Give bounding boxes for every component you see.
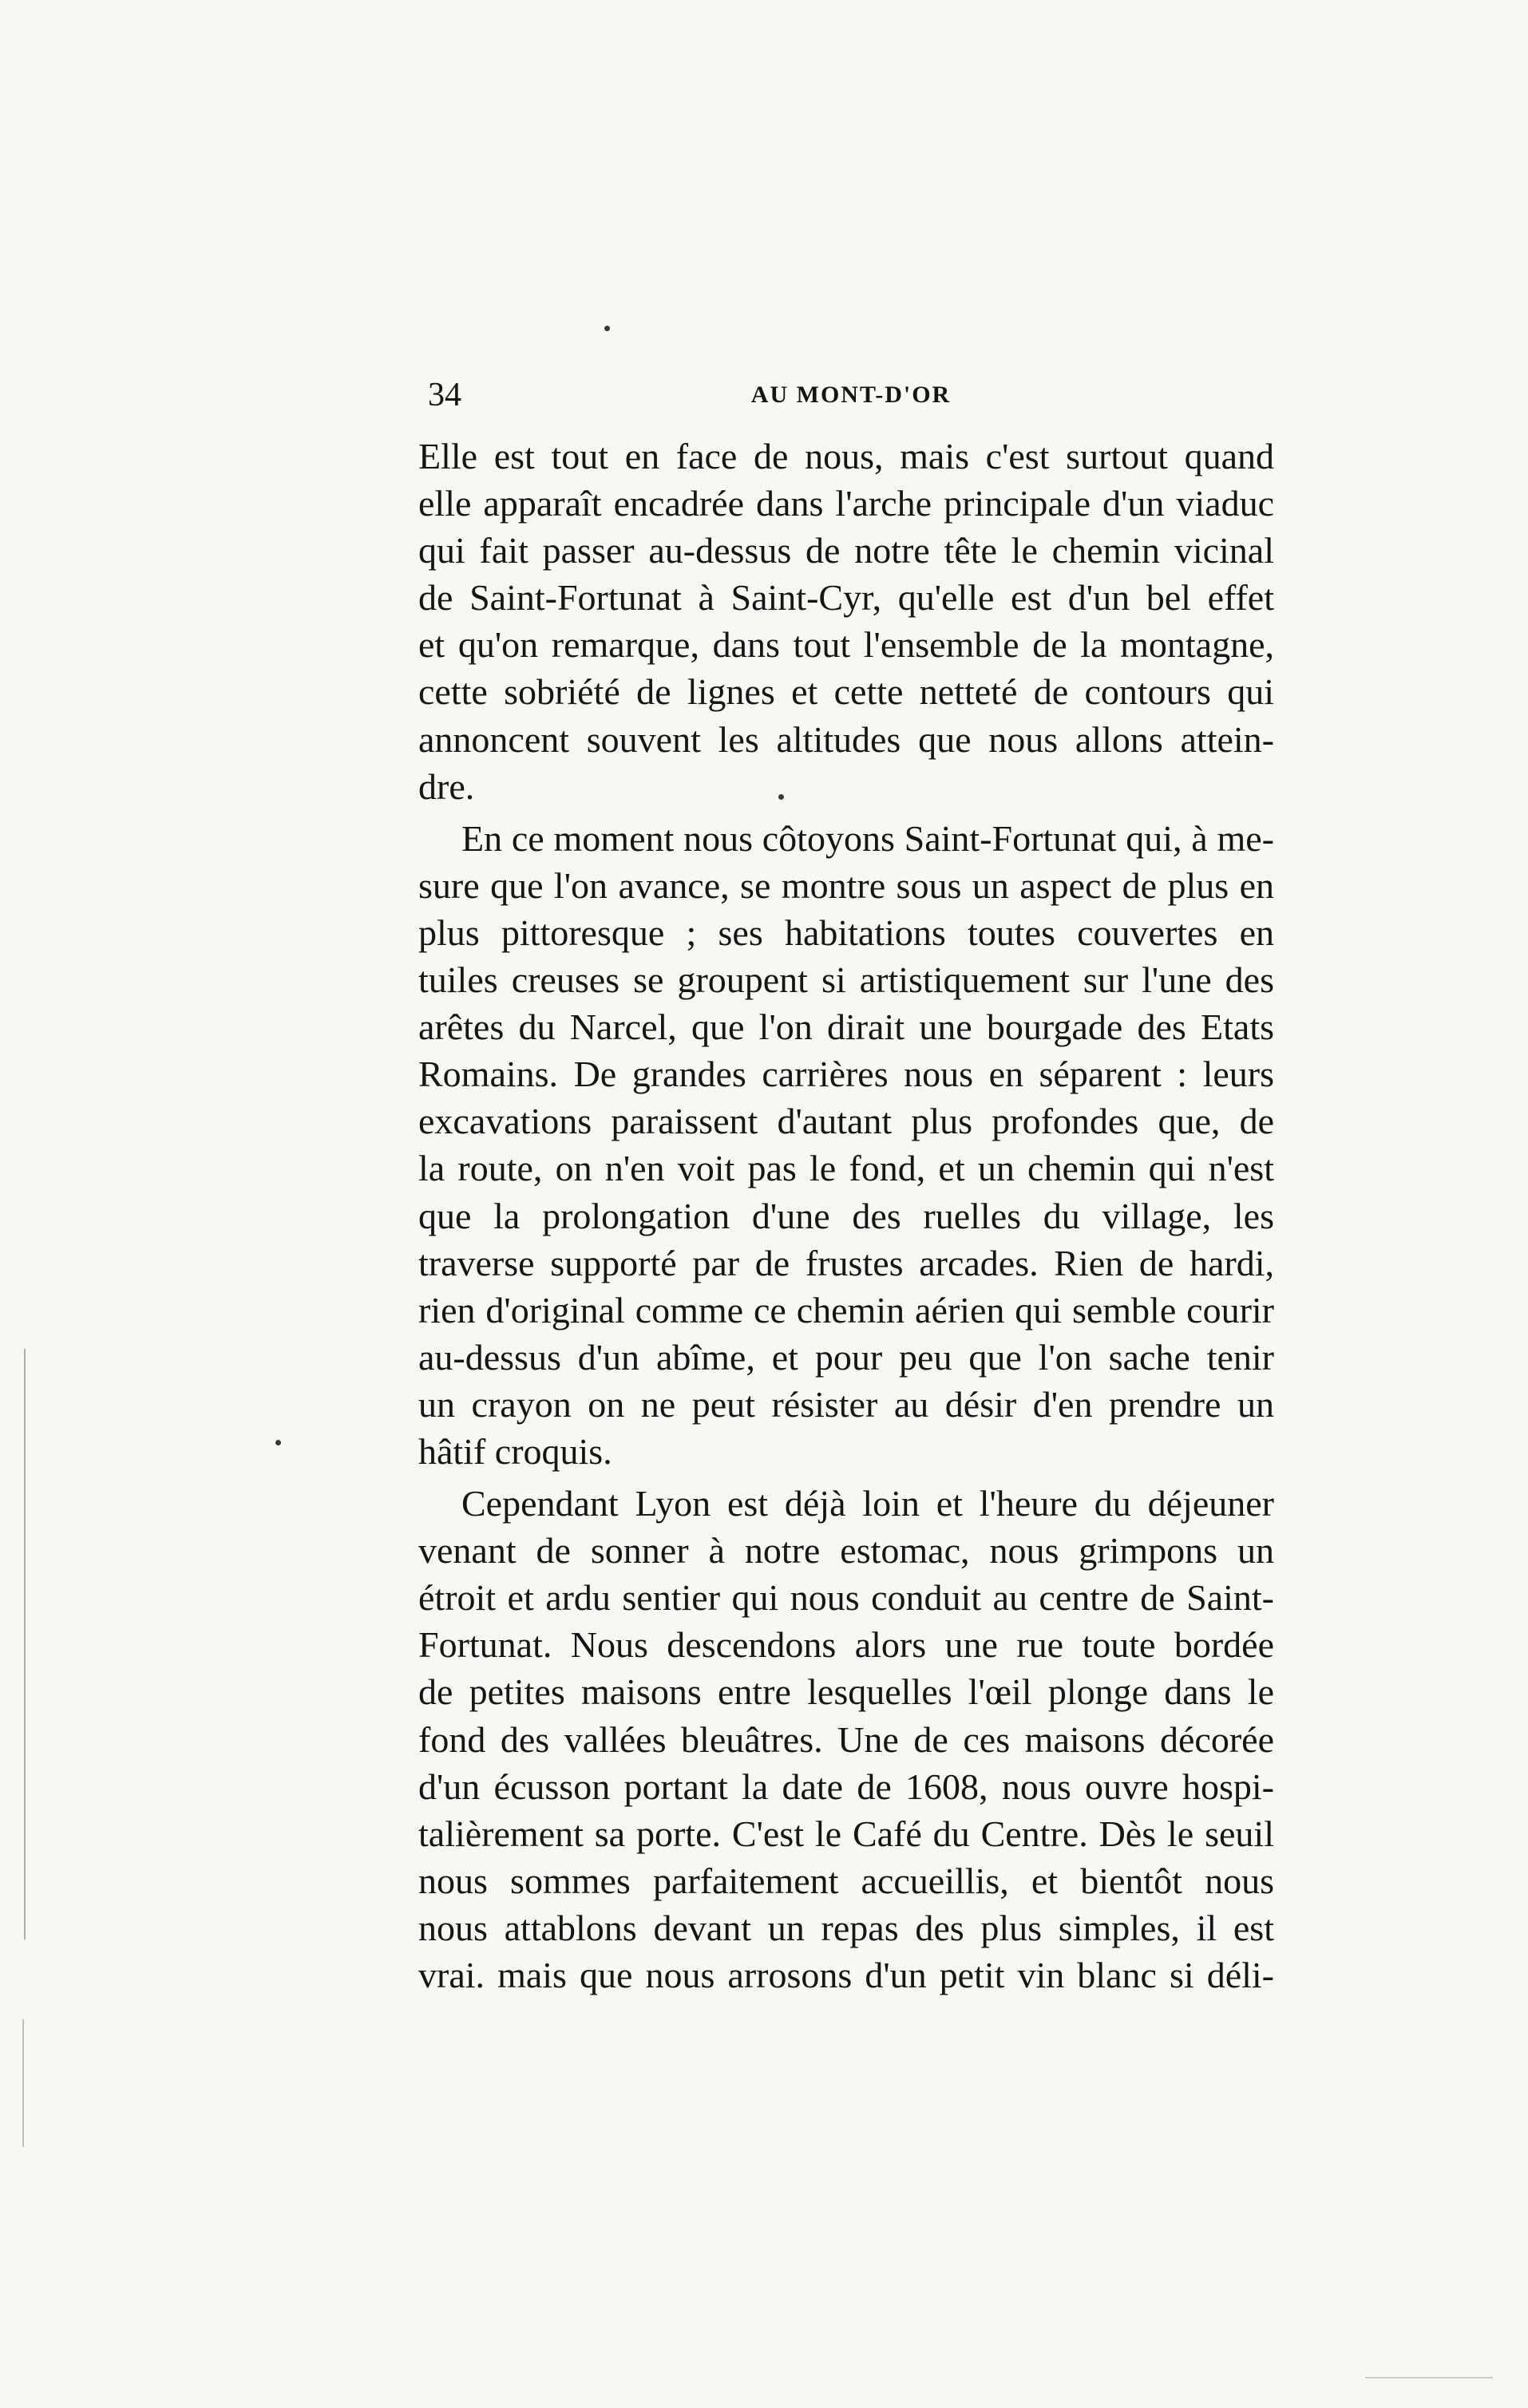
text-line: En ce moment nous côtoyons Saint-Fortunat qui, à me-: [461, 817, 1274, 859]
text-line: plus pittoresque ; ses habitations toutes couvertes en: [418, 911, 1274, 953]
text-line: elle apparaît encadrée dans l'arche principale d'un viaduc: [418, 483, 1274, 524]
text-line: hâtif croquis.: [418, 1430, 612, 1472]
text-line: qui fait passer au-dessus de notre tête le chemin vicinal: [418, 530, 1274, 571]
text-line: un crayon on ne peut résister au désir d'en prendre un: [418, 1383, 1274, 1425]
text-line: fond des vallées bleuâtres. Une de ces maisons décorée: [418, 1718, 1274, 1760]
text-line: nous attablons devant un repas des plus simples, il est: [418, 1907, 1274, 1948]
text-line: sure que l'on avance, se montre sous un aspect de plus en: [418, 864, 1274, 906]
text-line: dre.: [418, 765, 475, 807]
body-text: [418, 433, 1274, 1999]
scan-speck: [778, 794, 784, 800]
text-line: rien d'original comme ce chemin aérien qui semble courir: [418, 1289, 1274, 1331]
text-line: vrai. mais que nous arrosons d'un petit vin blanc si déli-: [418, 1955, 1274, 1995]
page-number: 34: [428, 377, 461, 413]
text-line: de Saint-Fortunat à Saint-Cyr, qu'elle est d'un bel effet: [418, 577, 1274, 619]
scan-edge-mark: [1365, 2377, 1493, 2378]
text-line: au-dessus d'un abîme, et pour peu que l'on sache tenir: [418, 1336, 1274, 1378]
scan-speck: [604, 326, 610, 331]
text-line: d'un écusson portant la date de 1608, nous ouvre hospi-: [418, 1765, 1274, 1807]
scan-edge-mark: [24, 1349, 26, 1939]
scan-edge-mark: [22, 2019, 24, 2147]
text-line: Cependant Lyon est déjà loin et l'heure du déjeuner: [461, 1483, 1274, 1524]
text-line: Romains. De grandes carrières nous en séparent : leurs: [418, 1054, 1274, 1095]
paragraph-3: [418, 1480, 1274, 1999]
text-line: excavations paraissent d'autant plus profondes que, de: [418, 1101, 1274, 1142]
paragraph-1: [418, 433, 1274, 810]
scan-speck: [275, 1440, 281, 1445]
text-line: Elle est tout en face de nous, mais c'est surtout quand: [418, 436, 1274, 476]
text-line: tuiles creuses se groupent si artistiquement sur l'une des: [418, 959, 1274, 1001]
text-line: annoncent souvent les altitudes que nous allons attein-: [418, 718, 1274, 760]
text-line: Fortunat. Nous descendons alors une rue toute bordée: [418, 1624, 1274, 1666]
text-line: venant de sonner à notre estomac, nous grimpons un: [418, 1530, 1274, 1572]
text-line: traverse supporté par de frustes arcades. Rien de hardi,: [418, 1242, 1274, 1283]
running-head: AU MONT-D'OR: [750, 382, 952, 408]
text-line: que la prolongation d'une des ruelles du village, les: [418, 1195, 1274, 1236]
text-line: talièrement sa porte. C'est le Café du Centre. Dès le seuil: [418, 1813, 1274, 1854]
text-line: la route, on n'en voit pas le fond, et un chemin qui n'est: [418, 1148, 1274, 1189]
text-line: cette sobriété de lignes et cette netteté de contours qui: [418, 671, 1274, 713]
text-line: de petites maisons entre lesquelles l'œil plonge dans le: [418, 1671, 1274, 1713]
text-line: étroit et ardu sentier qui nous conduit au centre de Saint-: [418, 1577, 1274, 1619]
page-header: [428, 375, 1274, 423]
text-line: nous sommes parfaitement accueillis, et bientôt nous: [418, 1860, 1274, 1901]
text-line: et qu'on remarque, dans tout l'ensemble de la montagne,: [418, 624, 1274, 666]
paragraph-2: [418, 815, 1274, 1475]
text-line: arêtes du Narcel, que l'on dirait une bourgade des Etats: [418, 1006, 1274, 1048]
